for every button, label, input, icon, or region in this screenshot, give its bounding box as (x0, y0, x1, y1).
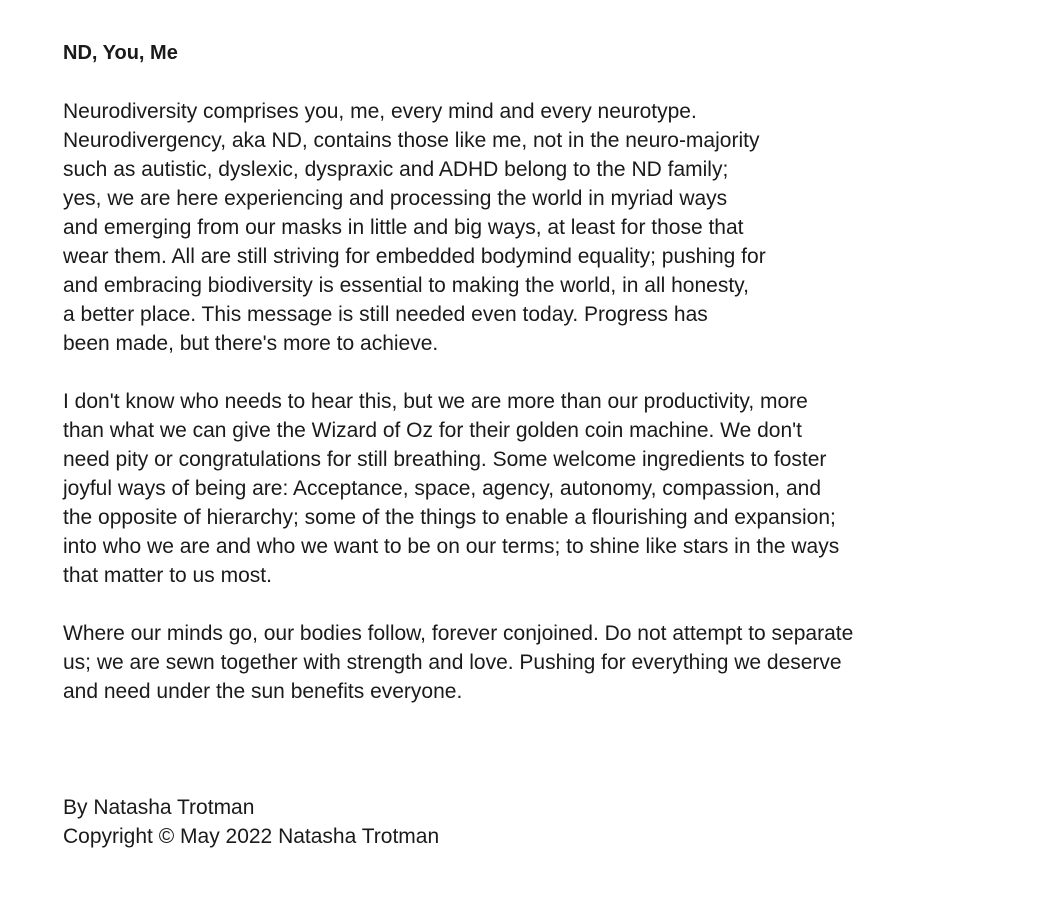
poem-line: I don't know who needs to hear this, but we are more than our productivity, more (63, 390, 808, 413)
poem-line: Neurodiversity comprises you, me, every mind and every neurotype. (63, 100, 697, 123)
poem-line: such as autistic, dyslexic, dyspraxic and ADHD belong to the ND family; (63, 158, 729, 181)
poem-line: than what we can give the Wizard of Oz for their golden coin machine. We don't (63, 419, 803, 442)
poem-line: yes, we are here experiencing and processing the world in myriad ways (63, 187, 728, 210)
poem-line: joyful ways of being are: Acceptance, space, agency, autonomy, compassion, and (63, 477, 821, 500)
poem-line: need pity or congratulations for still breathing. Some welcome ingredients to foster (63, 448, 827, 471)
author-byline: By Natasha Trotman (63, 796, 255, 819)
stanza-1 (63, 97, 1033, 358)
poem-line: and emerging from our masks in little and big ways, at least for those that (63, 216, 744, 239)
poem-line: a better place. This message is still needed even today. Progress has (63, 303, 708, 326)
stanza-2 (63, 387, 1033, 590)
poem-line: wear them. All are still striving for embedded bodymind equality; pushing for (63, 245, 766, 268)
poem-line: Where our minds go, our bodies follow, forever conjoined. Do not attempt to separate (63, 622, 854, 645)
poem-line: into who we are and who we want to be on our terms; to shine like stars in the ways (63, 535, 840, 558)
poem-line: and need under the sun benefits everyone. (63, 680, 463, 703)
poem-line: that matter to us most. (63, 564, 272, 587)
poem-line: us; we are sewn together with strength and love. Pushing for everything we deserve (63, 651, 842, 674)
stanza-3 (63, 619, 1033, 706)
poem-line: Neurodivergency, aka ND, contains those like me, not in the neuro-majority (63, 129, 760, 152)
poem-title: ND, You, Me (63, 42, 178, 64)
copyright-notice: Copyright © May 2022 Natasha Trotman (63, 825, 440, 848)
poem-line: the opposite of hierarchy; some of the things to enable a flourishing and expansion; (63, 506, 836, 529)
poem-line: and embracing biodiversity is essential to making the world, in all honesty, (63, 274, 749, 297)
poem-line: been made, but there's more to achieve. (63, 332, 439, 355)
spacer (63, 735, 1033, 793)
credits (63, 793, 1033, 851)
poem-page (63, 39, 1033, 851)
